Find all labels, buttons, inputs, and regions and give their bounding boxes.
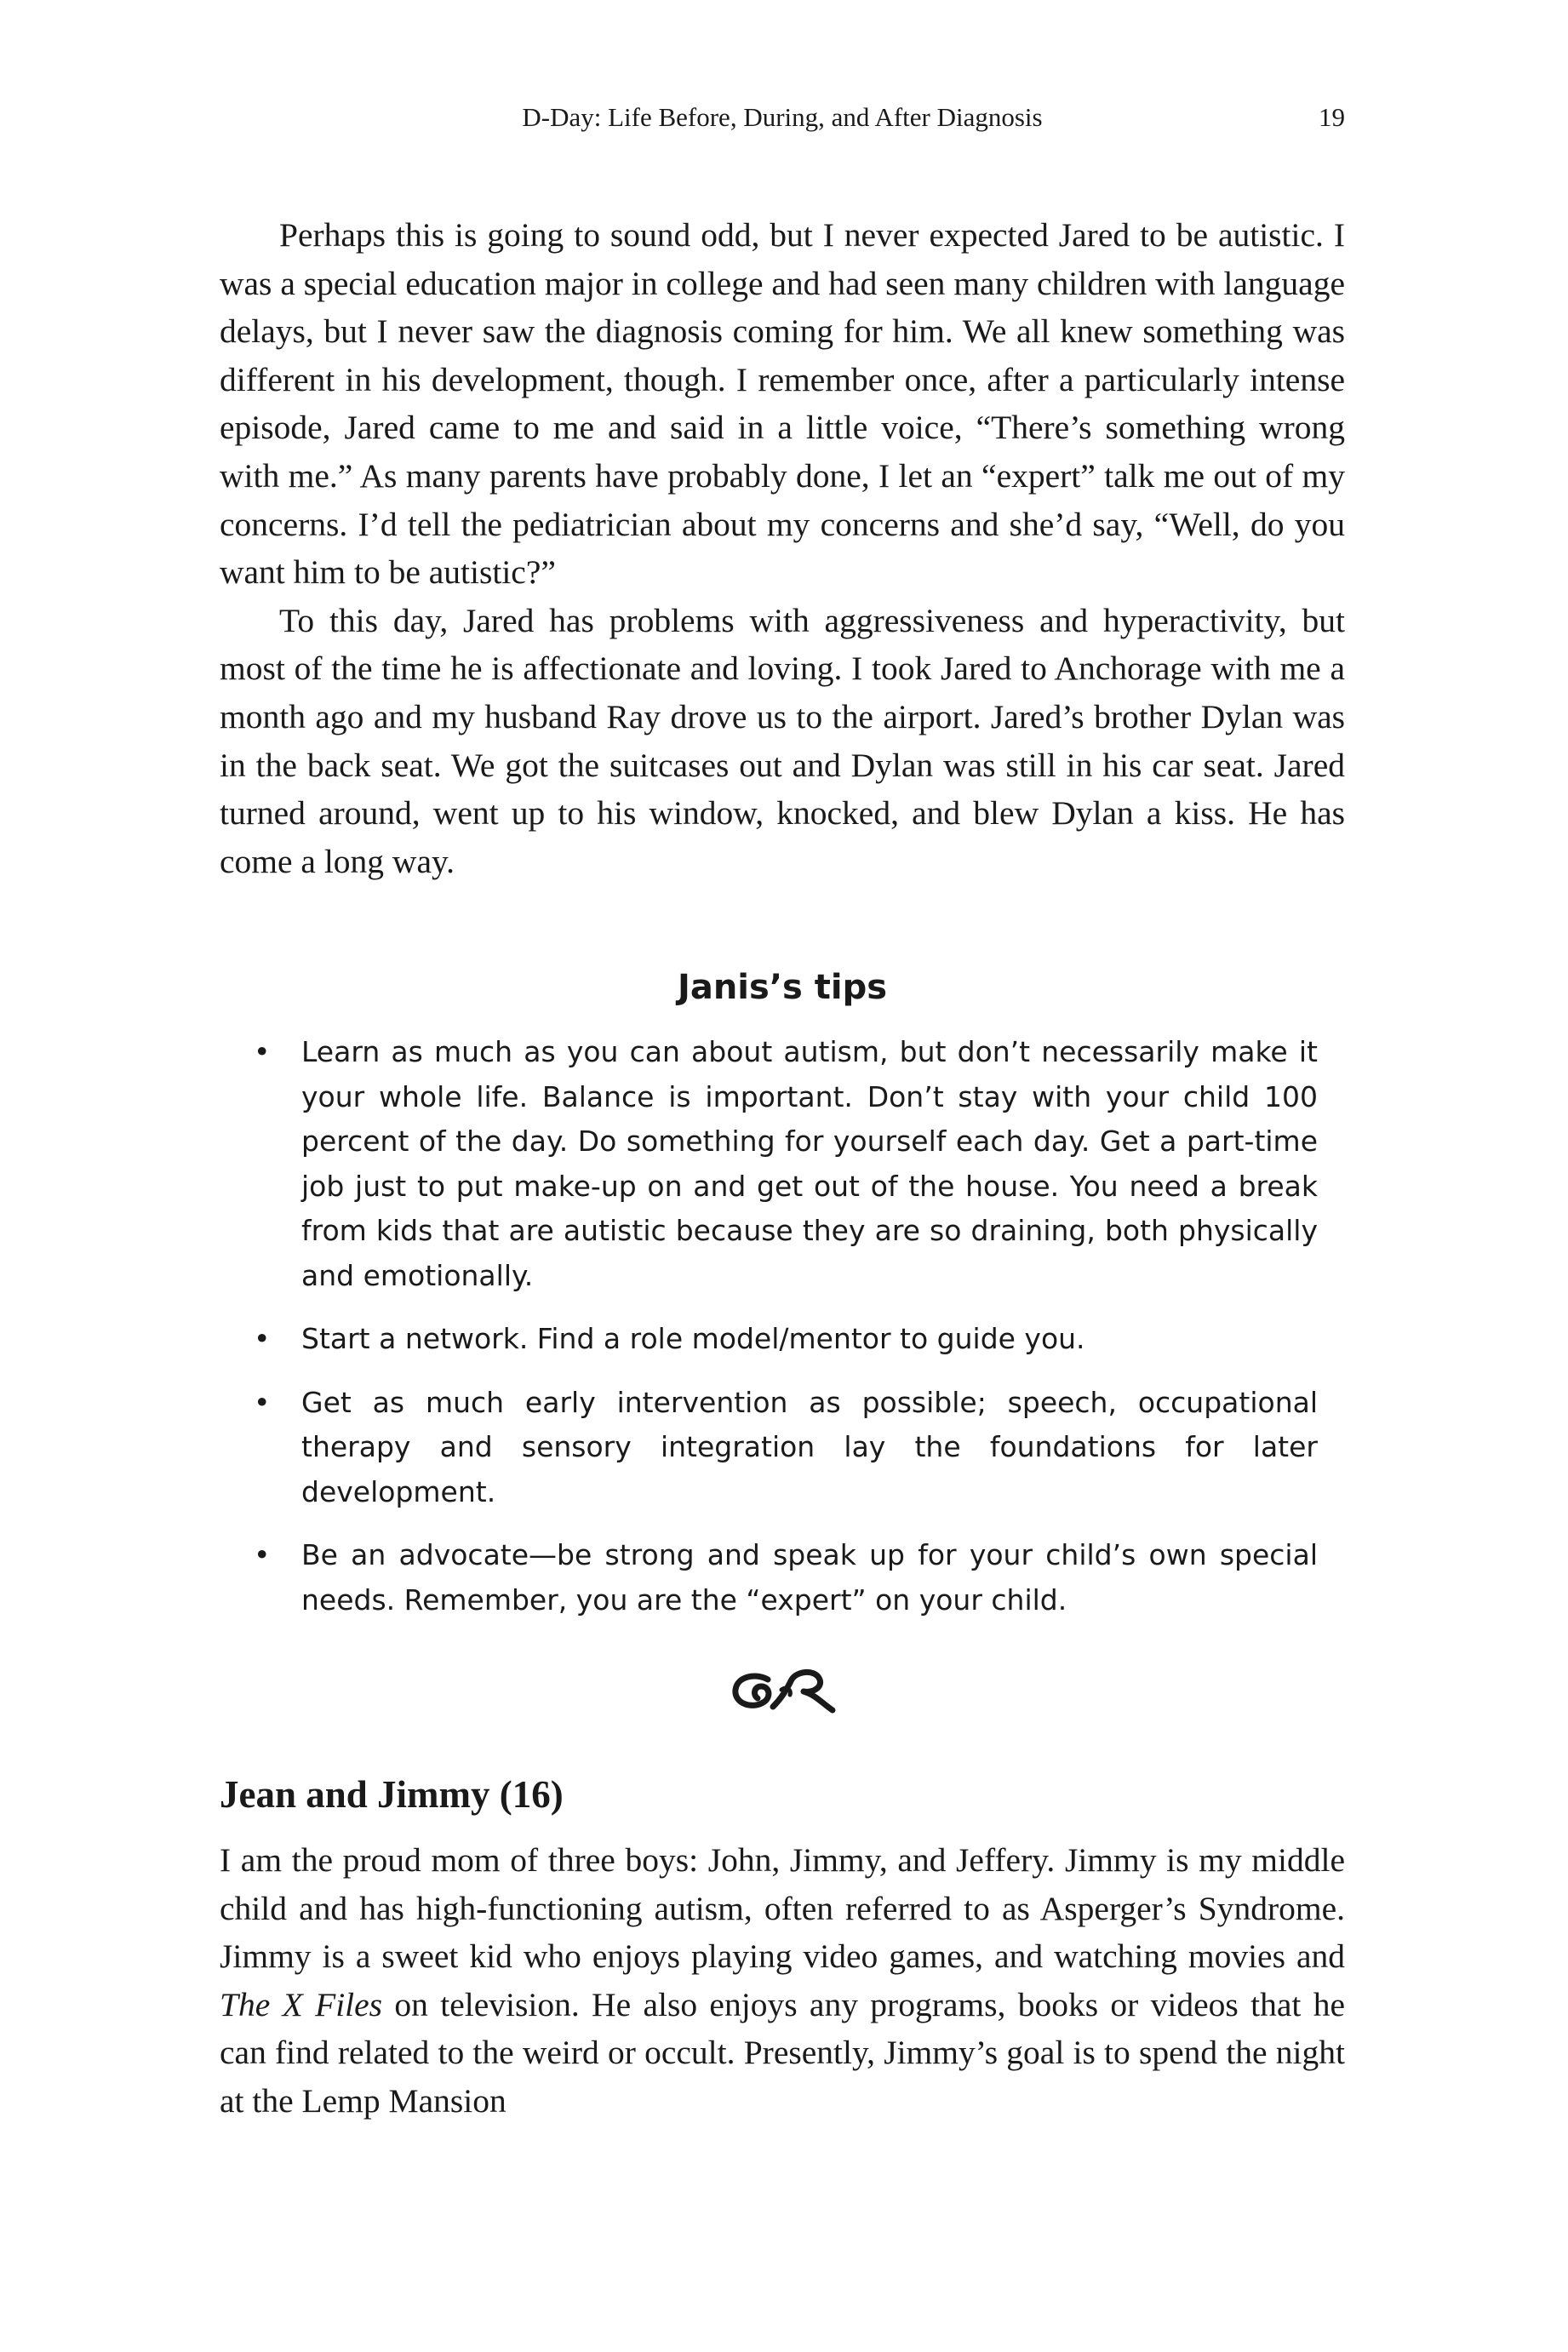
story-paragraph-2: To this day, Jared has problems with aggressiveness and hyperactivity, but most of the time he is affectionate and loving. I took Jared to Anchorage with me a month ago and my husband Ray drove us to the airport. Jared’s brother Dylan was in the back seat. We got the suitcases out and Dylan was still in his car seat. Jared turned around, went up to his window, knocked, and blew Dylan a kiss. He has come a long way. <box>220 601 1345 880</box>
section-text-part-1: I am the proud mom of three boys: John, Jimmy, and Jeffery. Jimmy is my middle child and has high-functioning autism, often referred to as Asperger’s Syndrome. Jimmy is a sweet kid who enjoys playing video games, and watching movies and <box>220 1841 1345 1976</box>
tip-item <box>220 1533 1345 1622</box>
bullet-icon: • <box>254 1035 271 1068</box>
fleuron-ornament-icon <box>730 1664 838 1715</box>
tip-item <box>220 1030 1345 1298</box>
bullet-icon: • <box>254 1538 271 1571</box>
tip-text: Be an advocate—be strong and speak up for your child’s own special needs. Remember, you are the “expert” on your child. <box>301 1538 1318 1617</box>
section-paragraph <box>220 1836 1345 2126</box>
bullet-icon: • <box>254 1322 271 1355</box>
tips-heading: Janis’s tips <box>677 968 888 1007</box>
tip-text: Start a network. Find a role model/mentor to guide you. <box>301 1322 1085 1355</box>
section-text-part-2: on television. He also enjoys any programs, books or videos that he can find related to the weird or occult. Presently, Jimmy’s goal is to spend the night at the Lemp Mansion <box>220 1985 1345 2120</box>
running-title: D-Day: Life Before, During, and After Diagnosis <box>522 102 1043 132</box>
show-title: The X Files <box>220 1985 383 2023</box>
story-paragraph-1: Perhaps this is going to sound odd, but I never expected Jared to be autistic. I was a special education major in college and had seen many children with language delays, but I never saw the diagnosis coming for him. We all knew something was different in his development, though. I remember once, after a particularly intense episode, Jared came to me and said in a little voice, “There’s something wrong with me.” As many parents have probably done, I let an “expert” talk me out of my concerns. I’d tell the pediatrician about my concerns and she’d say, “Well, do you want him to be autistic?” <box>220 216 1345 592</box>
tip-item <box>220 1381 1345 1515</box>
tip-text: Learn as much as you can about autism, but don’t necessarily make it your whole life. Balance is important. Don’t stay with your child 100 percent of the day. Do something for yourself each day. Get a part-time job just to put make-up on and get out of the house. You need a break from kids that are autistic because they are so draining, both physically and emotionally. <box>301 1035 1318 1292</box>
section-heading: Jean and Jimmy (16) <box>220 1773 564 1816</box>
bullet-icon: • <box>254 1385 271 1419</box>
tip-item <box>220 1317 1345 1362</box>
story-text <box>220 211 1345 885</box>
tips-list <box>220 1030 1345 1641</box>
section-text <box>220 1836 1345 2126</box>
page-number: 19 <box>1319 102 1345 132</box>
tip-text: Get as much early intervention as possible; speech, occupational therapy and sensory integration lay the foundations for later development. <box>301 1385 1318 1508</box>
